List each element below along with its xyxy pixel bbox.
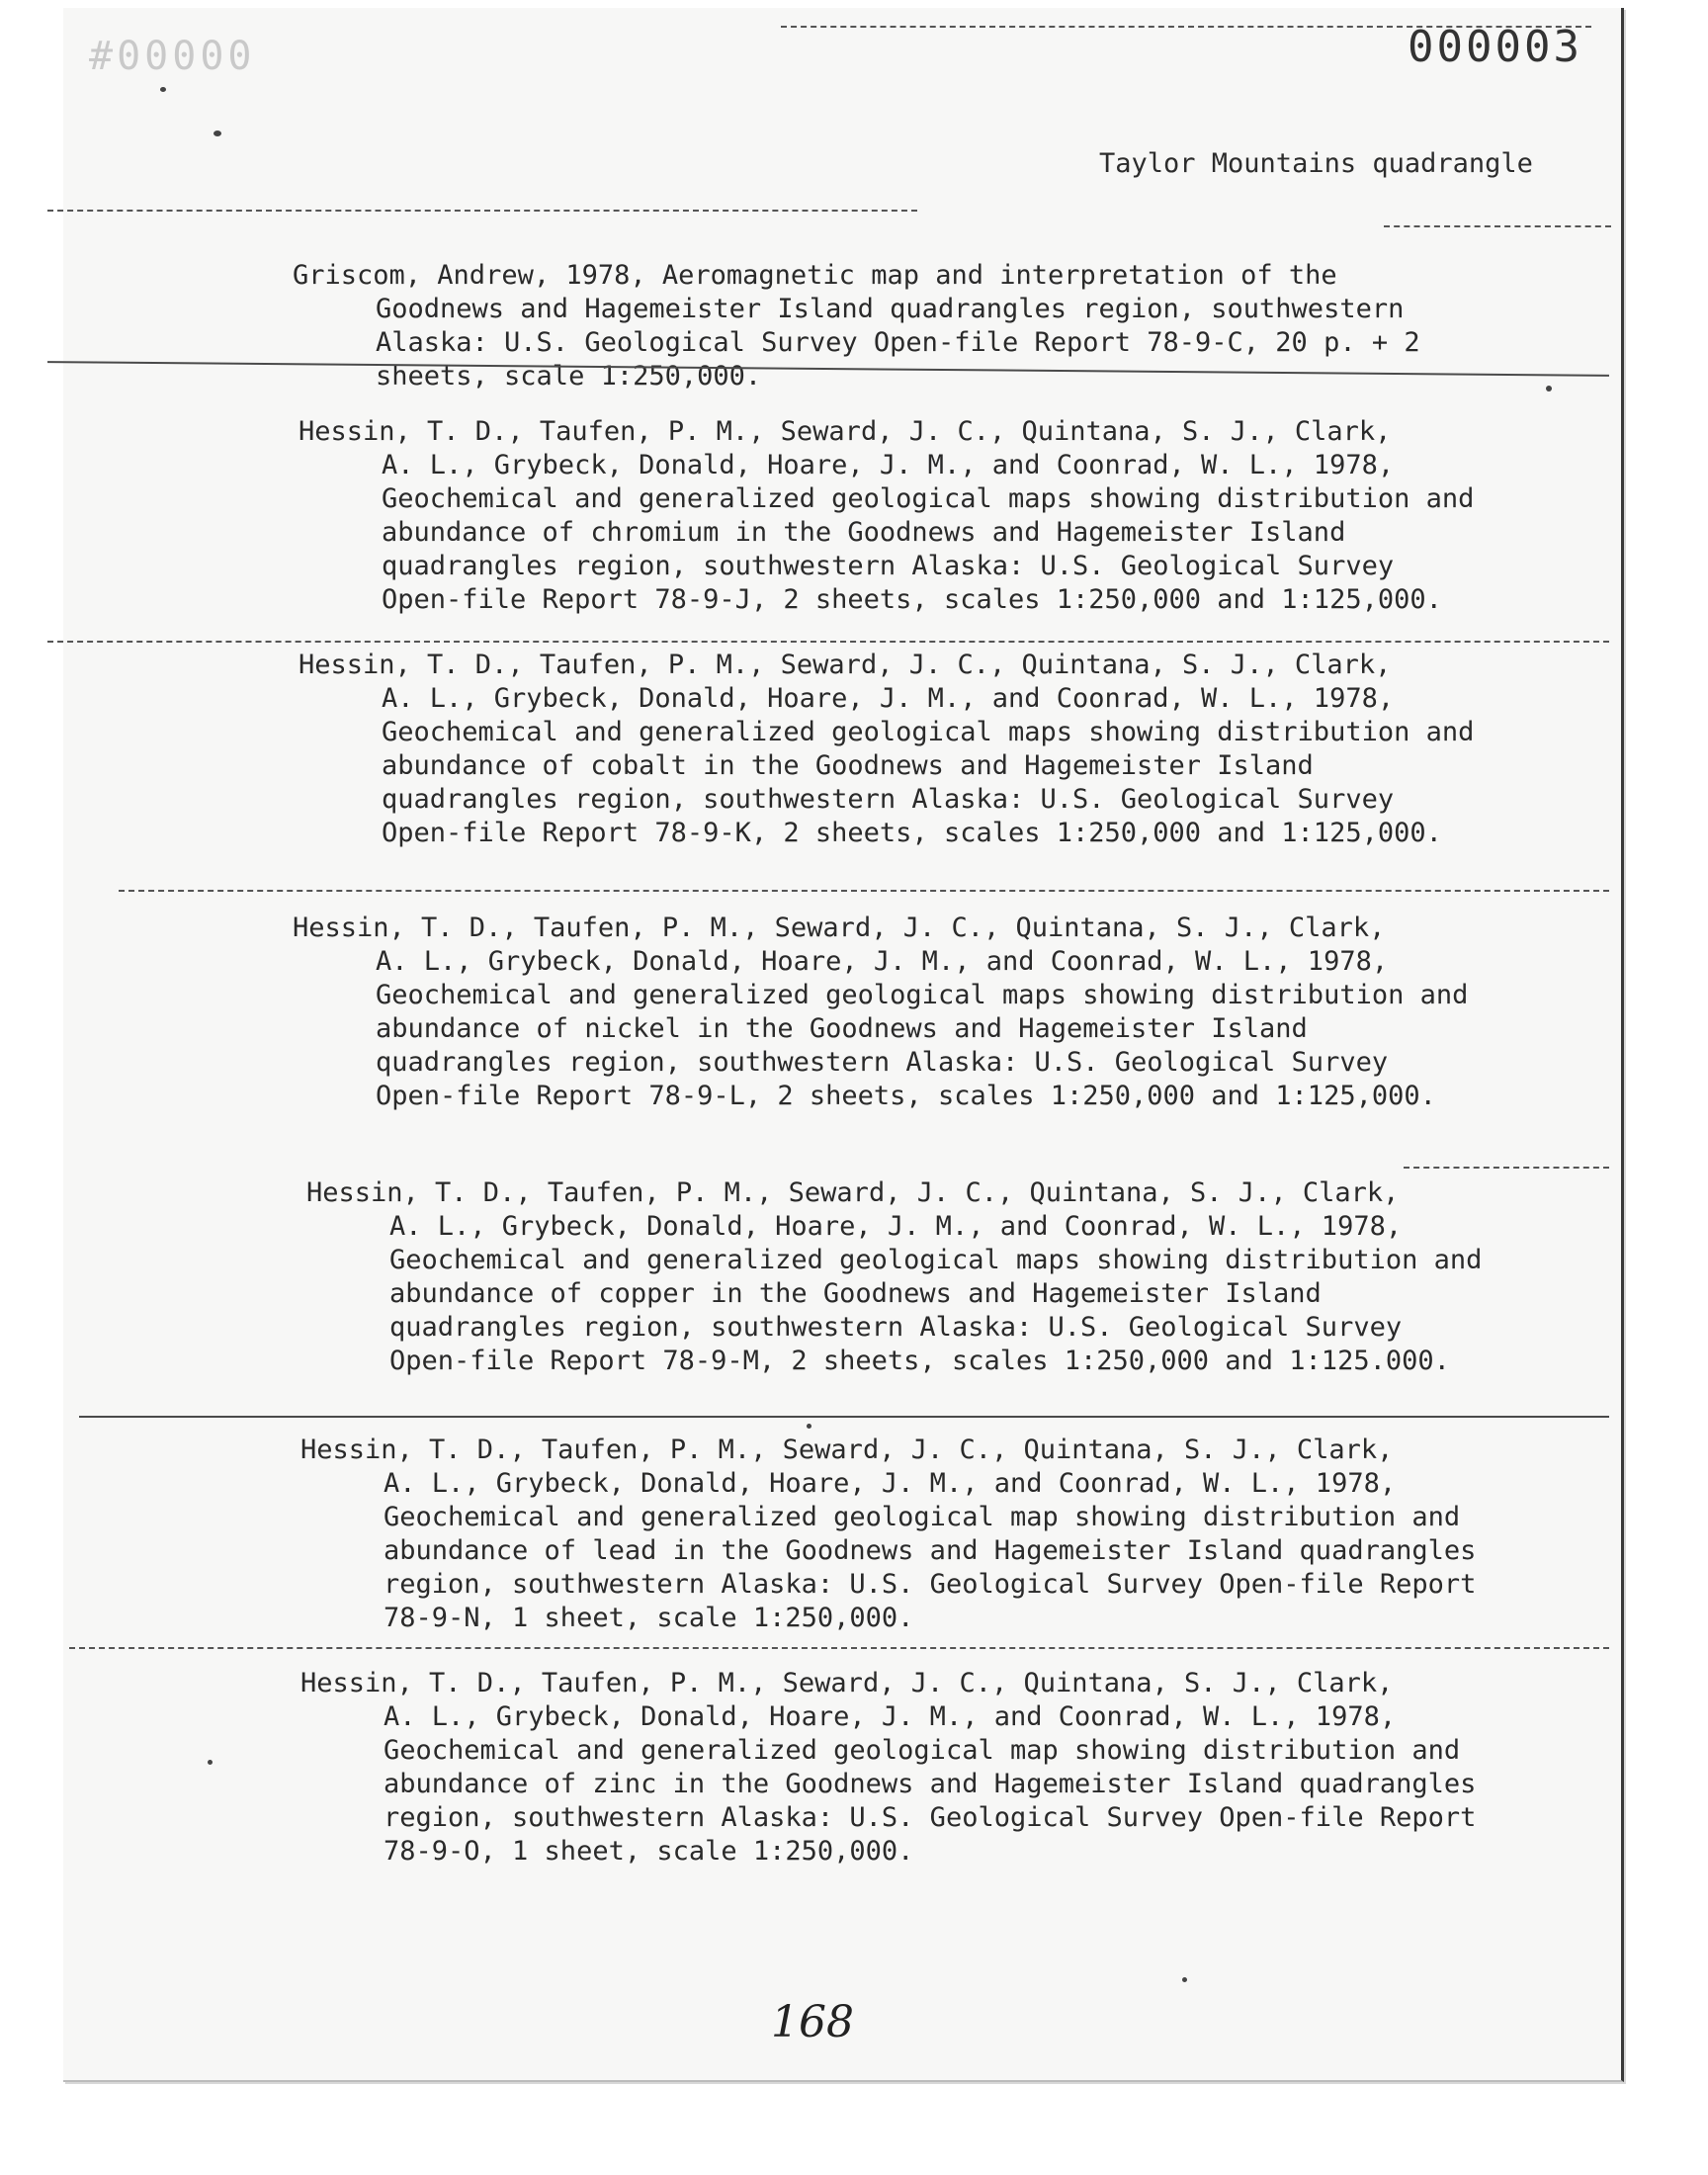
entry-first-line: Hessin, T. D., Taufen, P. M., Seward, J. C., Quintana, S. J., Clark, <box>293 913 1386 943</box>
reference-entry-chromium <box>299 415 1485 617</box>
separator-rule <box>47 641 1609 643</box>
separator-rule <box>119 890 1609 892</box>
scan-speck <box>807 1424 811 1429</box>
reference-entry-cobalt <box>299 649 1485 850</box>
scan-speck <box>208 1760 213 1765</box>
scan-speck <box>214 130 221 136</box>
scan-speck <box>160 87 166 92</box>
stamp-number-right: 000003 <box>1408 22 1582 72</box>
entry-continuation: A. L., Grybeck, Donald, Hoare, J. M., and Coonrad, W. L., 1978, Geochemical and generalized geological map showing distribution and abundance of zinc in the Goodnews and Hagemeister Island quadrangles region, southwestern Alaska: U.S. Geological Survey Open-file Report 78-9-O, 1 sheet, scale 1:250,000. <box>384 1701 1477 1867</box>
entry-continuation: A. L., Grybeck, Donald, Hoare, J. M., and Coonrad, W. L., 1978, Geochemical and generalized geological map showing distribution and abundance of lead in the Goodnews and Hagemeister Island quadrangles region, southwestern Alaska: U.S. Geological Survey Open-file Report 78-9-N, 1 sheet, scale 1:250,000. <box>384 1468 1477 1633</box>
entry-continuation: Goodnews and Hagemeister Island quadrangles region, southwestern Alaska: U.S. Geological Survey Open-file Report 78-9-C, 20 p. + 2 sheets, scale 1:250,000. <box>376 294 1420 392</box>
reference-entry-lead <box>300 1434 1487 1635</box>
entry-continuation: A. L., Grybeck, Donald, Hoare, J. M., and Coonrad, W. L., 1978, Geochemical and generalized geological maps showing distribution and abundance of cobalt in the Goodnews and Hagemeister Island quadrangles region, southwestern Alaska: U.S. Geological Survey Open-file Report 78-9-K, 2 sheets, scales 1:250,000 and 1:125,000. <box>382 683 1475 848</box>
stamp-number-left: #00000 <box>89 34 256 79</box>
entry-continuation: A. L., Grybeck, Donald, Hoare, J. M., and Coonrad, W. L., 1978, Geochemical and generalized geological maps showing distribution and abundance of chromium in the Goodnews and Hagemeister Island quadrangles region, southwestern Alaska: U.S. Geological Survey Open-file Report 78-9-J, 2 sheets, scales 1:250,000 and 1:125,000. <box>382 450 1475 615</box>
reference-entry-copper <box>306 1176 1493 1378</box>
rule-header-left <box>47 210 917 212</box>
entry-first-line: Hessin, T. D., Taufen, P. M., Seward, J. C., Quintana, S. J., Clark, <box>299 416 1392 447</box>
separator-rule <box>79 1416 1609 1418</box>
entry-first-line: Griscom, Andrew, 1978, Aeromagnetic map and interpretation of the <box>293 260 1337 291</box>
entry-first-line: Hessin, T. D., Taufen, P. M., Seward, J. C., Quintana, S. J., Clark, <box>300 1435 1394 1465</box>
entry-first-line: Hessin, T. D., Taufen, P. M., Seward, J. C., Quintana, S. J., Clark, <box>299 650 1392 680</box>
entry-first-line: Hessin, T. D., Taufen, P. M., Seward, J. C., Quintana, S. J., Clark, <box>300 1668 1394 1698</box>
separator-rule <box>69 1647 1609 1649</box>
quadrangle-heading: Taylor Mountains quadrangle <box>1099 148 1533 179</box>
scan-speck <box>1182 1977 1187 1982</box>
separator-rule <box>1404 1167 1609 1169</box>
entry-continuation: A. L., Grybeck, Donald, Hoare, J. M., and Coonrad, W. L., 1978, Geochemical and generalized geological maps showing distribution and abundance of nickel in the Goodnews and Hagemeister Island quadrangles region, southwestern Alaska: U.S. Geological Survey Open-file Report 78-9-L, 2 sheets, scales 1:250,000 and 1:125,000. <box>376 946 1469 1111</box>
top-dashed-rule <box>781 26 1591 28</box>
rule-header-right <box>1384 225 1611 227</box>
handwritten-page-number: 168 <box>771 1997 854 2047</box>
reference-entry-zinc <box>300 1667 1487 1869</box>
entry-first-line: Hessin, T. D., Taufen, P. M., Seward, J. C., Quintana, S. J., Clark, <box>306 1177 1400 1208</box>
entry-continuation: A. L., Grybeck, Donald, Hoare, J. M., and Coonrad, W. L., 1978, Geochemical and generalized geological maps showing distribution and abundance of copper in the Goodnews and Hagemeister Island quadrangles region, southwestern Alaska: U.S. Geological Survey Open-file Report 78-9-M, 2 sheets, scales 1:250,000 and 1:125.000. <box>389 1211 1483 1376</box>
scan-speck <box>1546 386 1552 392</box>
reference-entry-nickel <box>293 912 1479 1113</box>
